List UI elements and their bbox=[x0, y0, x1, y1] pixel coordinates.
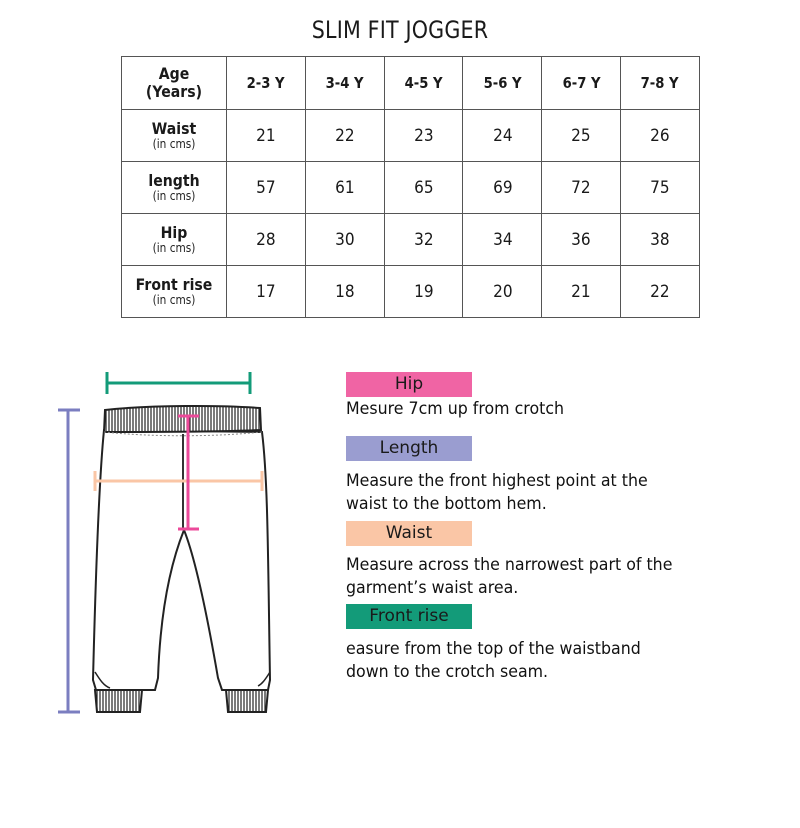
cell-value: 23 bbox=[413, 125, 434, 146]
cell bbox=[227, 110, 306, 162]
corner-sub: (Years) bbox=[145, 82, 203, 101]
cell bbox=[305, 162, 384, 214]
cell bbox=[542, 110, 621, 162]
legend-item-front-rise bbox=[346, 604, 706, 684]
table-row-length bbox=[122, 162, 700, 214]
cell-value: 61 bbox=[335, 177, 355, 198]
cell bbox=[305, 214, 384, 266]
cell-value: 25 bbox=[571, 125, 591, 146]
cell-value: 19 bbox=[413, 281, 434, 302]
cell-value: 36 bbox=[571, 229, 591, 250]
row-header bbox=[122, 162, 227, 214]
legend-item-hip bbox=[346, 372, 706, 421]
row-header bbox=[122, 266, 227, 318]
legend-tag-waist: Waist bbox=[346, 521, 472, 546]
legend-desc-length-2: waist to the bottom hem. bbox=[346, 494, 547, 514]
cell bbox=[621, 266, 700, 318]
cell bbox=[384, 214, 463, 266]
corner-header bbox=[122, 57, 227, 110]
legend-tag-hip: Hip bbox=[346, 372, 472, 397]
col-header-label: 3-4 Y bbox=[325, 73, 364, 92]
cell-value: 57 bbox=[256, 177, 276, 198]
row-unit: (in cms) bbox=[152, 241, 196, 255]
cell-value: 72 bbox=[571, 177, 591, 198]
cell bbox=[542, 162, 621, 214]
cell bbox=[305, 266, 384, 318]
cell bbox=[227, 162, 306, 214]
cell-value: 21 bbox=[571, 281, 591, 302]
row-label: Front rise bbox=[135, 275, 213, 294]
cell-value: 24 bbox=[492, 125, 513, 146]
cell-value: 32 bbox=[413, 229, 434, 250]
cell-value: 17 bbox=[256, 281, 276, 302]
col-header-label: 7-8 Y bbox=[641, 73, 680, 92]
cell bbox=[542, 214, 621, 266]
cell-value: 26 bbox=[650, 125, 670, 146]
cell bbox=[463, 162, 542, 214]
table-row-waist bbox=[122, 110, 700, 162]
row-label: length bbox=[148, 171, 200, 190]
cell bbox=[542, 266, 621, 318]
cell bbox=[621, 214, 700, 266]
col-header-label: 2-3 Y bbox=[246, 73, 285, 92]
pants-outline-icon bbox=[93, 406, 270, 712]
col-header bbox=[621, 57, 700, 110]
col-header bbox=[542, 57, 621, 110]
cell-value: 20 bbox=[492, 281, 513, 302]
cell-value: 75 bbox=[650, 177, 670, 198]
legend-desc-hip: Mesure 7cm up from crotch bbox=[346, 399, 565, 419]
cell bbox=[305, 110, 384, 162]
col-header bbox=[384, 57, 463, 110]
legend-desc-front-rise-1: easure from the top of the waistband bbox=[346, 639, 641, 659]
row-unit: (in cms) bbox=[152, 137, 196, 151]
legend-item-length bbox=[346, 436, 706, 516]
cell-value: 65 bbox=[413, 177, 434, 198]
row-header bbox=[122, 214, 227, 266]
cell bbox=[227, 266, 306, 318]
row-unit: (in cms) bbox=[152, 293, 196, 307]
col-header-label: 6-7 Y bbox=[562, 73, 601, 92]
legend-desc-waist-1: Measure across the narrowest part of the bbox=[346, 555, 673, 575]
row-header bbox=[122, 110, 227, 162]
cell bbox=[463, 110, 542, 162]
cell bbox=[384, 266, 463, 318]
table-row-hip bbox=[122, 214, 700, 266]
legend-desc-length-1: Measure the front highest point at the bbox=[346, 471, 648, 491]
legend-desc-waist-2: garment’s waist area. bbox=[346, 578, 519, 598]
cell bbox=[463, 214, 542, 266]
col-header-label: 5-6 Y bbox=[483, 73, 522, 92]
col-header bbox=[305, 57, 384, 110]
cell bbox=[621, 110, 700, 162]
cell-value: 22 bbox=[650, 281, 670, 302]
cell bbox=[384, 162, 463, 214]
legend-tag-front-rise: Front rise bbox=[346, 604, 472, 629]
legend-item-waist bbox=[346, 521, 706, 600]
legend-tag-length: Length bbox=[346, 436, 472, 461]
table-row-front-rise bbox=[122, 266, 700, 318]
cell-value: 28 bbox=[256, 229, 276, 250]
measurement-legend bbox=[346, 372, 706, 684]
row-unit: (in cms) bbox=[152, 189, 196, 203]
cell bbox=[227, 214, 306, 266]
col-header bbox=[463, 57, 542, 110]
cell-value: 69 bbox=[492, 177, 513, 198]
size-chart-table bbox=[121, 56, 700, 318]
cell-value: 18 bbox=[335, 281, 355, 302]
cell bbox=[621, 162, 700, 214]
col-header bbox=[227, 57, 306, 110]
waist-measure-line bbox=[107, 372, 250, 394]
cell bbox=[463, 266, 542, 318]
row-label: Hip bbox=[160, 223, 188, 242]
cell-value: 34 bbox=[492, 229, 513, 250]
cell-value: 21 bbox=[256, 125, 276, 146]
cell bbox=[384, 110, 463, 162]
cell-value: 38 bbox=[650, 229, 670, 250]
cell-value: 22 bbox=[335, 125, 355, 146]
legend-desc-front-rise-2: down to the crotch seam. bbox=[346, 662, 549, 682]
row-label: Waist bbox=[151, 119, 197, 138]
table-header-row bbox=[122, 57, 700, 110]
chart-title: SLIM FIT JOGGER bbox=[311, 16, 489, 44]
col-header-label: 4-5 Y bbox=[404, 73, 443, 92]
jogger-measurement-diagram bbox=[50, 360, 290, 730]
length-measure-line bbox=[58, 410, 80, 712]
cell-value: 30 bbox=[335, 229, 355, 250]
corner-main: Age bbox=[158, 64, 190, 83]
